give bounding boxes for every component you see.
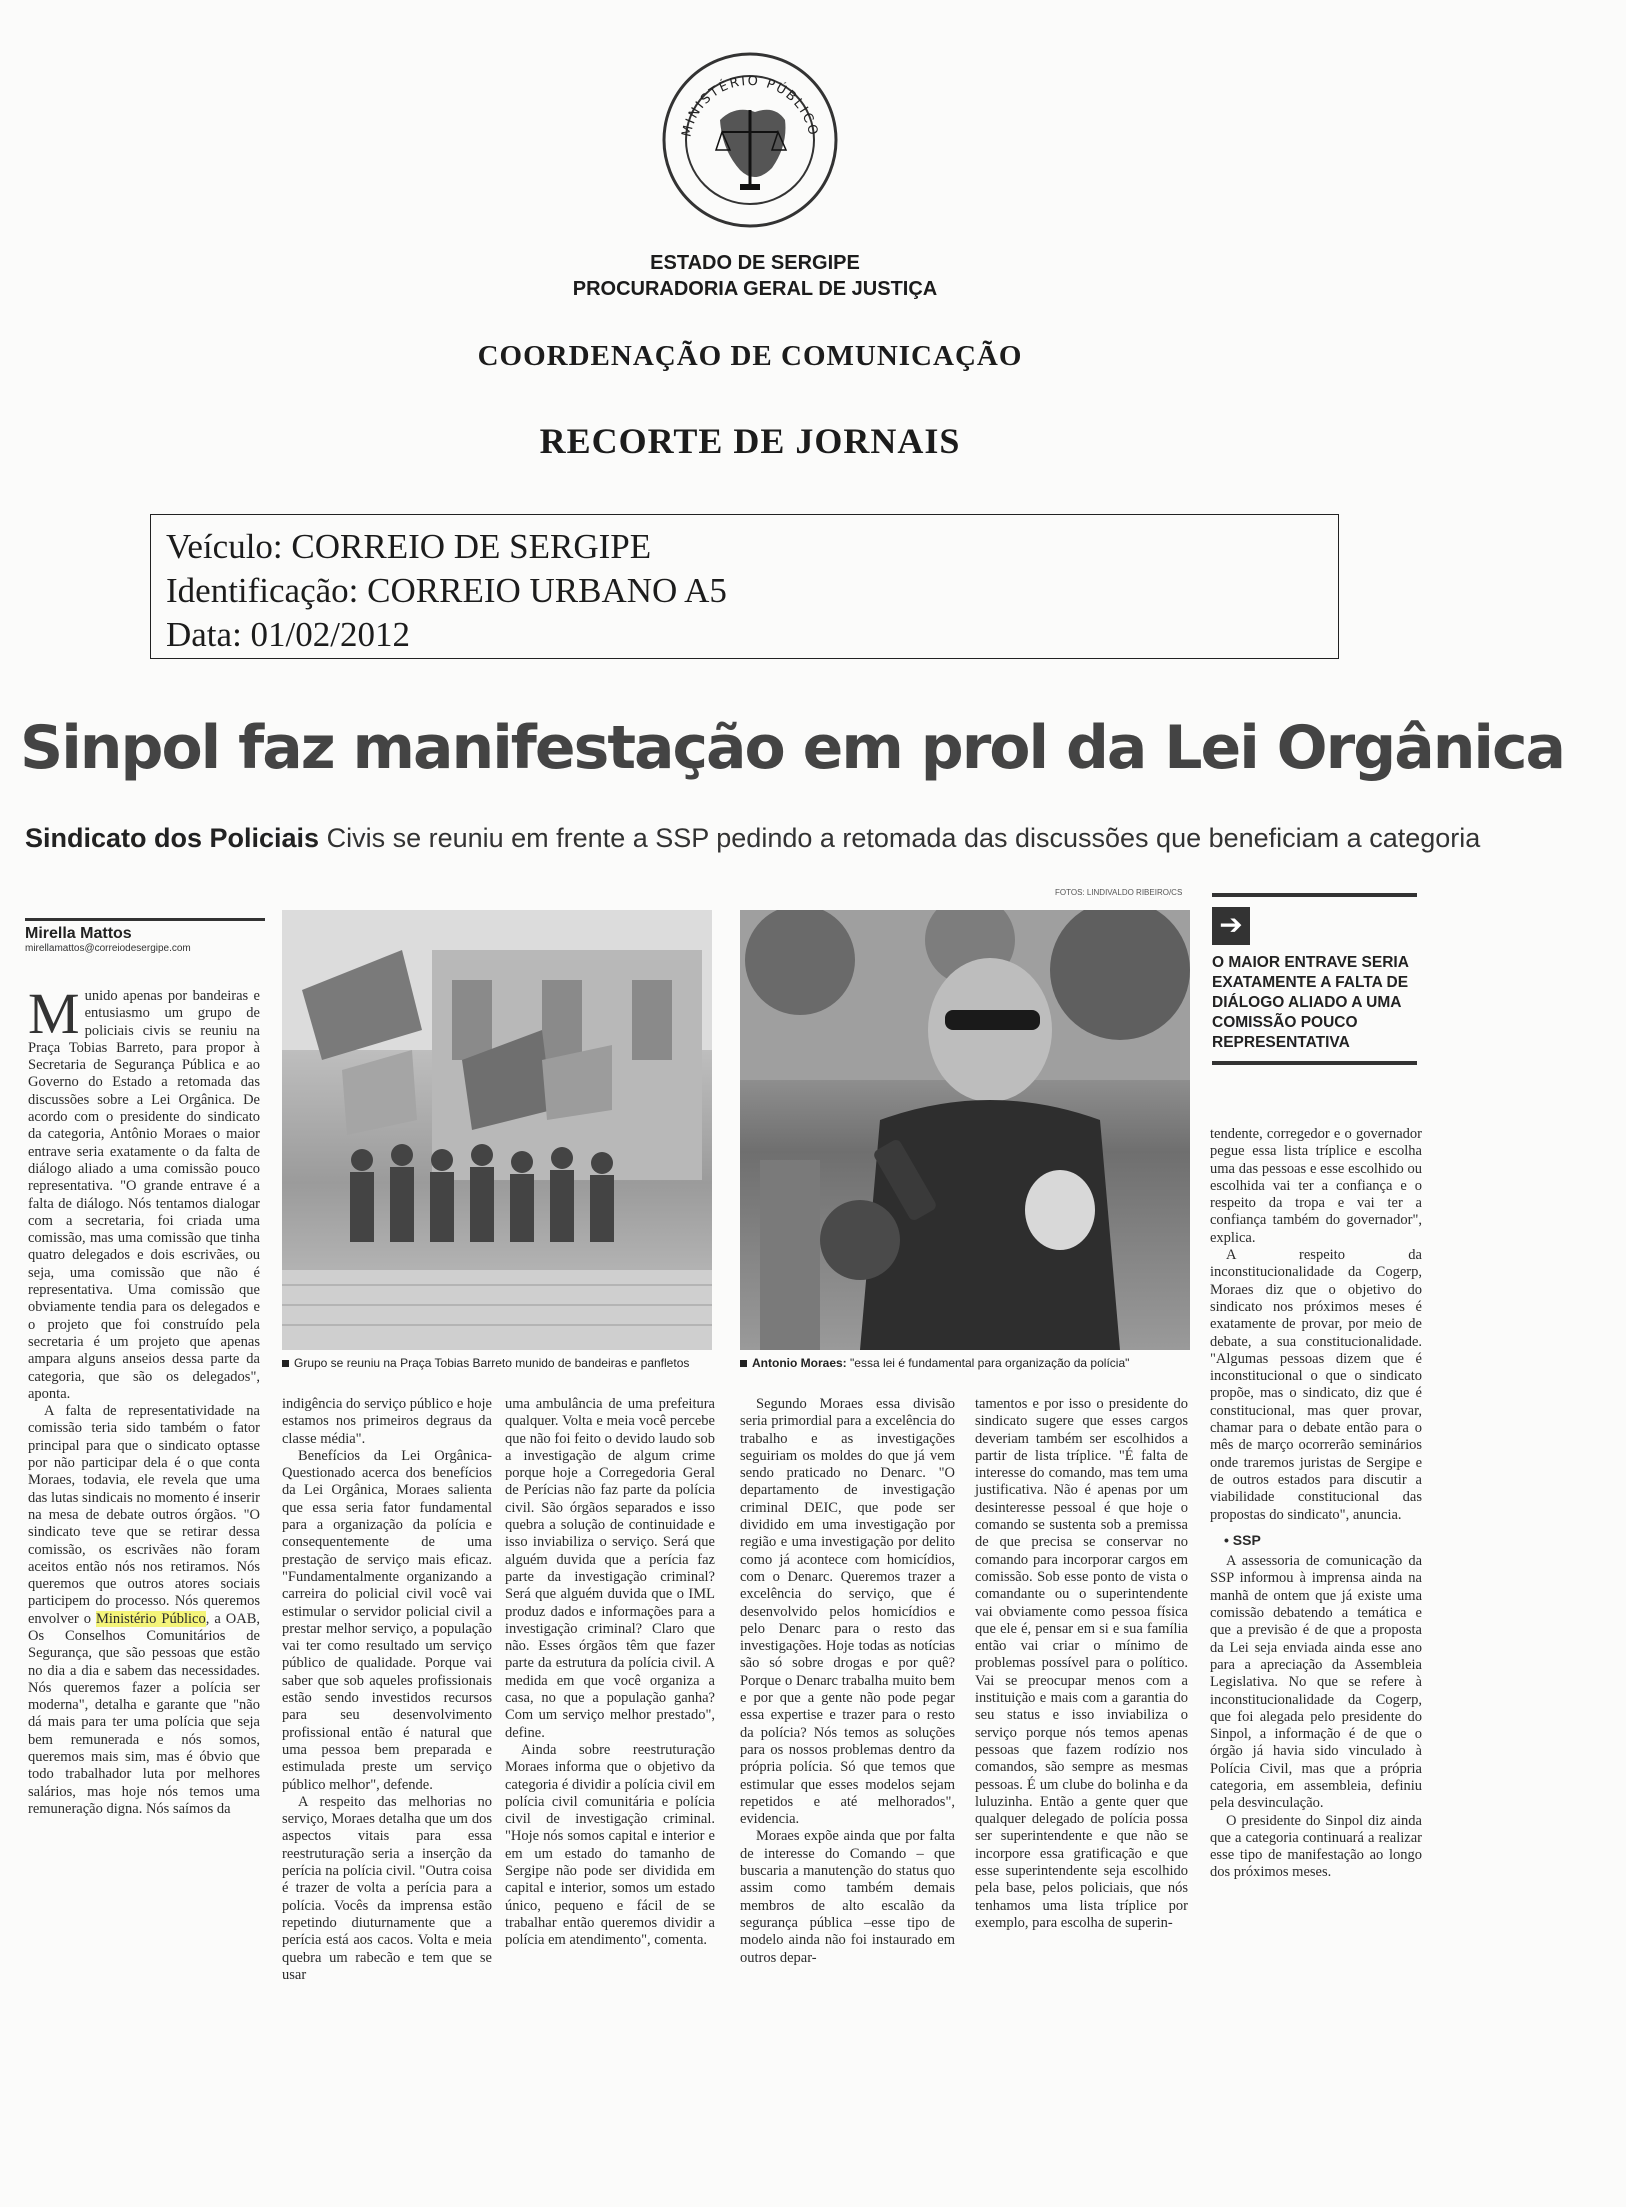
department-title: COORDENAÇÃO DE COMUNICAÇÃO <box>477 340 1023 372</box>
subhead-bold: Sindicato dos Policiais <box>25 823 320 853</box>
svg-text:MINISTÉRIO PÚBLICO: MINISTÉRIO PÚBLICO <box>679 73 821 139</box>
paragraph: Ainda sobre reestruturação Moraes informa que o objetivo da categoria é dividir a polícia civil em polícia civil comunitária e polícia civil de investigação criminal. "Hoje nós somos capital e interior e em um estado do tamanho de Sergipe não pode ser dividida em capital e interior, somos um estado único, pequeno e fácil de se trabalhar então queremos dividir a polícia em atendimento", comenta. <box>505 1741 715 1949</box>
identification-line: Identificação: CORREIO URBANO A5 <box>166 571 727 610</box>
photo1-caption-text: Grupo se reuniu na Praça Tobias Barreto munido de bandeiras e panfletos <box>294 1356 690 1370</box>
article-headline: Sinpol faz manifestação em prol da Lei Orgânica <box>20 713 1565 783</box>
arrow-right-icon: ➔ <box>1212 907 1250 945</box>
header-office: PROCURADORIA GERAL DE JUSTIÇA <box>572 278 938 300</box>
photo2-caption <box>740 1356 1200 1370</box>
paragraph: uma ambulância de uma prefeitura qualquer. Volta e meia você percebe que não foi feito o devido laudo sob a investigação de algum crime porque hoje a Corregedoria Geral de Perícias não faz parte da polícia civil. São órgãos separados e isso quebra a solução de continuidade e isso inviabiliza o serviço. Será que alguém duvida que a perícia faz parte da investigação criminal? Será que alguém duvida que o IML produz dados e informações para a investigação criminal? Claro que não. Esses órgãos têm que fazer parte da estrutura da polícia civil. A medida em que você organiza a casa, no que a população ganha? Com um serviço melhor prestado", define. <box>505 1396 715 1741</box>
header-state: ESTADO DE SERGIPE <box>650 252 860 274</box>
paragraph: Segundo Moraes essa divisão seria primordial para a excelência do trabalho e as investigações seguiriam os moldes do que já vem sendo praticado no Denarc. "O departamento de investigação criminal DEIC, que pode ser dividido em uma investigação por região e uma investigação por delito como já acontece com homicídios, com o Denarc. Queremos trazer a excelência do serviço, que é desenvolvido pelos homicídios e pelo Denarc para o resto das investigações. Hoje todas as notícias são só sobre drogas e por quê? Porque o Denarc trabalha muito bem e por que a gente não pode pegar essa expertise e trazer para o resto da polícia? Nós temos as soluções para os nossos problemas dentro da própria polícia. Só que temos que estimular que esses modelos sejam repetidos e até melhorados", evidencia. <box>740 1396 955 1828</box>
article-column-1 <box>28 981 260 1818</box>
article-column-2 <box>282 1396 492 1984</box>
caption-square-icon <box>282 1360 289 1367</box>
paragraph: tendente, corregedor e o governador pegue essa lista tríplice e escolha uma das pessoas e esse escolhido ou escolhida vai ter a confiança e o respeito da tropa e vai ter a confiança também do governador", explica. <box>1210 1126 1422 1246</box>
clipping-info-box <box>150 514 1339 659</box>
protest-group-photo <box>282 910 712 1350</box>
pull-quote <box>1212 893 1417 1065</box>
article-subhead <box>25 823 1481 854</box>
highlighted-text: Ministério Público <box>95 1610 206 1627</box>
header-organization <box>0 250 1510 302</box>
ssp-subheading: • SSP <box>1224 1531 1261 1548</box>
section-title: RECORTE DE JORNAIS <box>539 421 961 461</box>
date-line: Data: 01/02/2012 <box>166 615 410 654</box>
author-email: mirellamattos@correiodesergipe.com <box>25 943 191 954</box>
paragraph: Benefícios da Lei Orgânica- Questionado acerca dos benefícios da Lei Orgânica, Moraes salienta que essa seria fator fundamental para a organização da polícia e consequentemente de uma prestação de serviço mais eficaz. "Fundamentalmente organizando a carreira do policial civil você vai estimular o servidor policial civil a prestar melhor serviço, a população vai ter como resultado um serviço público de qualidade. Porque vai saber que sob aqueles profissionais estão sendo investidos recursos para seu desenvolvimento profissional então é natural que uma pessoa bem preparada e estimulada preste um serviço público melhor", defende. <box>282 1447 492 1793</box>
paragraph <box>28 1403 260 1818</box>
author-name: Mirella Mattos <box>25 925 132 942</box>
article-column-6 <box>1210 1126 1422 1882</box>
caption-square-icon <box>740 1360 747 1367</box>
antonio-moraes-photo <box>740 910 1190 1350</box>
paragraph <box>28 981 260 1403</box>
vehicle-line: Veículo: CORREIO DE SERGIPE <box>166 527 652 566</box>
paragraph: tamentos e por isso o presidente do sindicato sugere que esses cargos deveriam também ser escolhidos a partir de lista tríplice. "É falta de interesse do comando, mas tem uma justificativa. Não é apenas por um desinteresse pessoal é que hoje o comando se sustenta sob a premissa de que precisa se conservar no comando para incorporar cargos em comissão. Sob esse ponto de vista o comandante ou o superintendente vai obviamente como pessoa física que ele é, pensar em si e sua família então vai criar o mínimo de problemas possível para o político. Vai se preocupar menos com a instituição e mais com a garantia do seu status e isso inviabiliza o serviço porque nós temos apenas pessoas que fazem rodízio nos comandos, são sempre as mesmas pessoas. É um clube do bolinha e da luluzinha. Então a gente quer que qualquer delegado de polícia possa ser superintendente e que não se incorpore essa gratificação e que esse superintendente seja escolhido pela base, pelos policiais, que nós tenhamos uma lista tríplice por exemplo, para escolha de superin- <box>975 1396 1188 1931</box>
photo2-caption-bold: Antonio Moraes: <box>752 1356 847 1370</box>
paragraph: A respeito das melhorias no serviço, Moraes detalha que um dos aspectos vitais para essa reestruturação seria a inserção da perícia na polícia civil. "Outra coisa é trazer de volta a perícia para a polícia. Vocês da imprensa estão repetindo diuturnamente que a perícia está aos cacos. Volta e meia quebra um rabecão e tem que se usar <box>282 1793 492 1983</box>
paragraph-text: A falta de representatividade na comissão teria sido também o fator principal para que o sindicato optasse por não participar dela é o que conta Moraes, todavia, ele revela que uma das lutas sindicais no momento é inserir na mesa de debate outros órgãos. "O sindicato teve que se retirar dessa comissão, os escrivães não foram aceitos então nós nos retiramos. Nós queremos que outros atores sociais participem do processo. Nós queremos envolver o <box>28 1403 260 1627</box>
author-block <box>25 918 265 954</box>
dropcap: M <box>28 981 80 1046</box>
paragraph-text: , a OAB, Os Conselhos Comunitários de Segurança, que são pessoas que estão no dia a dia e sabem das necessidades. Nós queremos fazer a polícia ser moderna", detalha e garante que "não dá mais para ter uma polícia que seja bem remunerada e nós somos, queremos mais sim, mas é óbvio que todo trabalhador luta por melhores salários, mas hoje nós temos uma remuneração digna. Nós saímos da <box>28 1610 260 1817</box>
photo1-caption <box>282 1356 722 1370</box>
photo2-caption-text: "essa lei é fundamental para organização da polícia" <box>850 1356 1130 1370</box>
paragraph: indigência do serviço público e hoje estamos nos primeiros degraus da classe média". <box>282 1396 492 1447</box>
paragraph: A respeito da inconstitucionalidade da Cogerp, Moraes diz que o objetivo do sindicato nos próximos meses é exatamente de provar, por meio de debate, a sua constitucionalidade. "Algumas pessoas dizem que é inconstitucional o que o sindicato propõe, mas o sindicato, diz que é constitucional, mas quer provar, chamar para o debate então para o mês de março ocorrerão seminários onde traremos juristas de Sergipe e de outros estados para discutir a viabilidade constitucional das propostas do sindicato", anuncia. <box>1210 1247 1422 1523</box>
article-column-5 <box>975 1396 1188 1932</box>
paragraph: Moraes expõe ainda que por falta de interesse do Comando – que buscaria a manutenção do status quo assim como também demais membros de alto escalão da segurança pública –esse tipo de modelo ainda não foi instaurado em outros depar- <box>740 1828 955 1966</box>
article-column-4 <box>740 1396 955 1967</box>
article-column-3 <box>505 1396 715 1950</box>
paragraph-text: unido apenas por bandeiras e entusiasmo um grupo de policiais civis se reuniu na Praça Tobias Barreto, para propor à Secretaria de Segurança Pública e ao Governo do Estado a retomada das discussões sobre a Lei Orgânica. De acordo com o presidente do sindicato da categoria, Antônio Moraes o maior entrave seria exatamente o da falta de diálogo aliado a uma comissão pouco representativa. "O grande entrave é a falta de diálogo. Nós tentamos dialogar com a secretaria, foi criada uma comissão, mas uma comissão que tinha quatro delegados e dois escrivães, ou seja, uma comissão que não é representativa. Uma comissão que obviamente tendia para os delegados e o projeto que foi construído pela secretaria é um projeto que apenas ampara alguns anseios dessa parte da categoria, que são os delegados", aponta. <box>28 988 260 1402</box>
pull-quote-text: O MAIOR ENTRAVE SERIA EXATAMENTE A FALTA DE DIÁLOGO ALIADO A UMA COMISSÃO POUCO REPRESENTATIVA <box>1212 954 1409 1051</box>
ministerio-publico-seal <box>660 50 840 230</box>
paragraph: O presidente do Sinpol diz ainda que a categoria continuará a realizar esse tipo de manifestação ao longo dos próximos meses. <box>1210 1812 1422 1881</box>
photo-credit: FOTOS: LINDIVALDO RIBEIRO/CS <box>1055 888 1183 897</box>
paragraph: A assessoria de comunicação da SSP informou à imprensa ainda na manhã de ontem que já existe uma comissão debatendo a temática e que a previsão é de que a proposta da Lei seja enviada ainda esse ano para a apreciação da Assembleia Legislativa. No que se refere à inconstitucionalidade da Cogerp, que foi alegada pelo presidente do Sinpol, a informação é de que o órgão já havia sido vinculado à Polícia Civil, mas que a própria categoria, em assembleia, definiu pela desvinculação. <box>1210 1553 1422 1812</box>
subhead-rest: Civis se reuniu em frente a SSP pedindo a retomada das discussões que beneficiam a categoria <box>326 823 1481 853</box>
